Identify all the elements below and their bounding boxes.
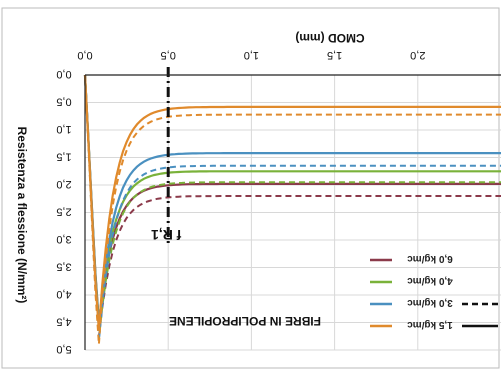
y-tick-label: 4,5: [56, 315, 72, 328]
y-tick-label: 5,0: [56, 343, 72, 355]
y-tick-label: 4,0: [56, 288, 72, 300]
legend-label: 3,0 kg/mc: [407, 297, 453, 308]
y-tick-label: 2,0: [56, 178, 72, 190]
y-tick-label: 2,5: [56, 205, 72, 218]
chart-inner-title: FIBRE IN POLIPROPILENE: [168, 314, 322, 328]
x-tick-label: 0,0: [77, 49, 93, 61]
fr1-annotation: f R,1: [151, 227, 182, 243]
x-axis-title: CMOD (mm): [295, 31, 365, 45]
y-tick-label: 1,0: [56, 123, 72, 135]
legend-label: 6,0 kg/mc: [407, 253, 453, 264]
x-tick-label: 1,5: [326, 49, 343, 61]
x-tick-label: 0,5: [160, 49, 176, 61]
y-tick-label: 3,5: [56, 260, 72, 273]
y-axis-title: Resistenza a flessione (N/mm²): [15, 126, 29, 304]
legend-label: 1,5 kg/mc: [407, 319, 453, 330]
y-tick-label: 0,0: [56, 68, 72, 80]
y-tick-label: 3,0: [56, 233, 72, 245]
x-tick-label: 2,0: [410, 49, 426, 61]
legend-label: 4,0 kg/mc: [407, 275, 453, 286]
grid: [2, 8, 501, 368]
y-tick-label: 1,5: [56, 150, 72, 163]
x-tick-label: 1,0: [243, 49, 260, 61]
y-tick-label: 0,5: [56, 95, 72, 108]
plot-frame: [2, 8, 499, 368]
